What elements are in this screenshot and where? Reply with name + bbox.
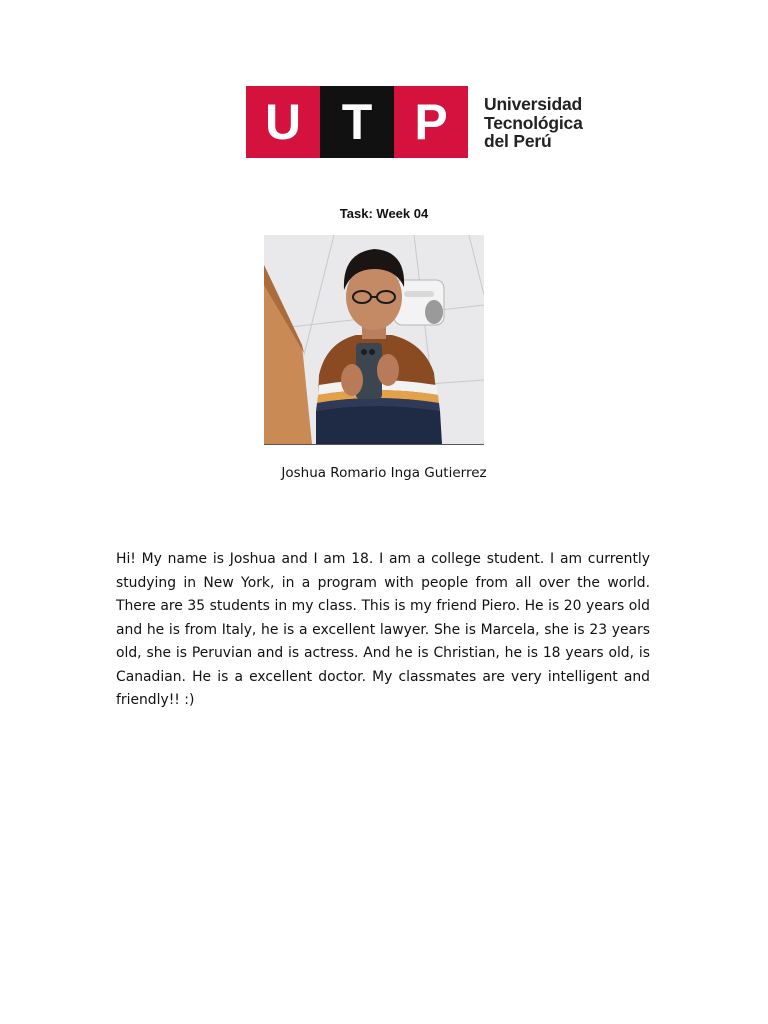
logo-name-line-2: Tecnológica: [484, 112, 583, 133]
logo-letter-blocks: [246, 86, 468, 158]
logo-letter-t: T: [320, 86, 394, 158]
logo-university-name: [484, 95, 583, 151]
logo-letter-p: P: [394, 86, 468, 158]
logo-letter-u: U: [246, 86, 320, 158]
student-photo-illustration: [264, 235, 484, 444]
logo-name-line-1: Universidad: [484, 94, 582, 114]
page-title: Task: Week 04: [339, 206, 429, 221]
student-photo: [264, 235, 484, 445]
logo-name-line-3: del Perú: [484, 131, 552, 151]
utp-logo: [246, 86, 591, 158]
photo-caption: Joshua Romario Inga Gutierrez: [281, 465, 487, 481]
body-paragraph: Hi! My name is Joshua and I am 18. I am a college student. I am currently studying in New York, in a program with people from all over the world. There are 35 students in my class. This is my friend Piero. He is 20 years old and he is from Italy, he is a excellent lawyer. She is Marcela, she is 23 years old, she is Peruvian and is actress. And he is Christian, he is 18 years old, is Canadian. He is a excellent doctor. My classmates are very intelligent and friendly!! :): [116, 551, 650, 708]
